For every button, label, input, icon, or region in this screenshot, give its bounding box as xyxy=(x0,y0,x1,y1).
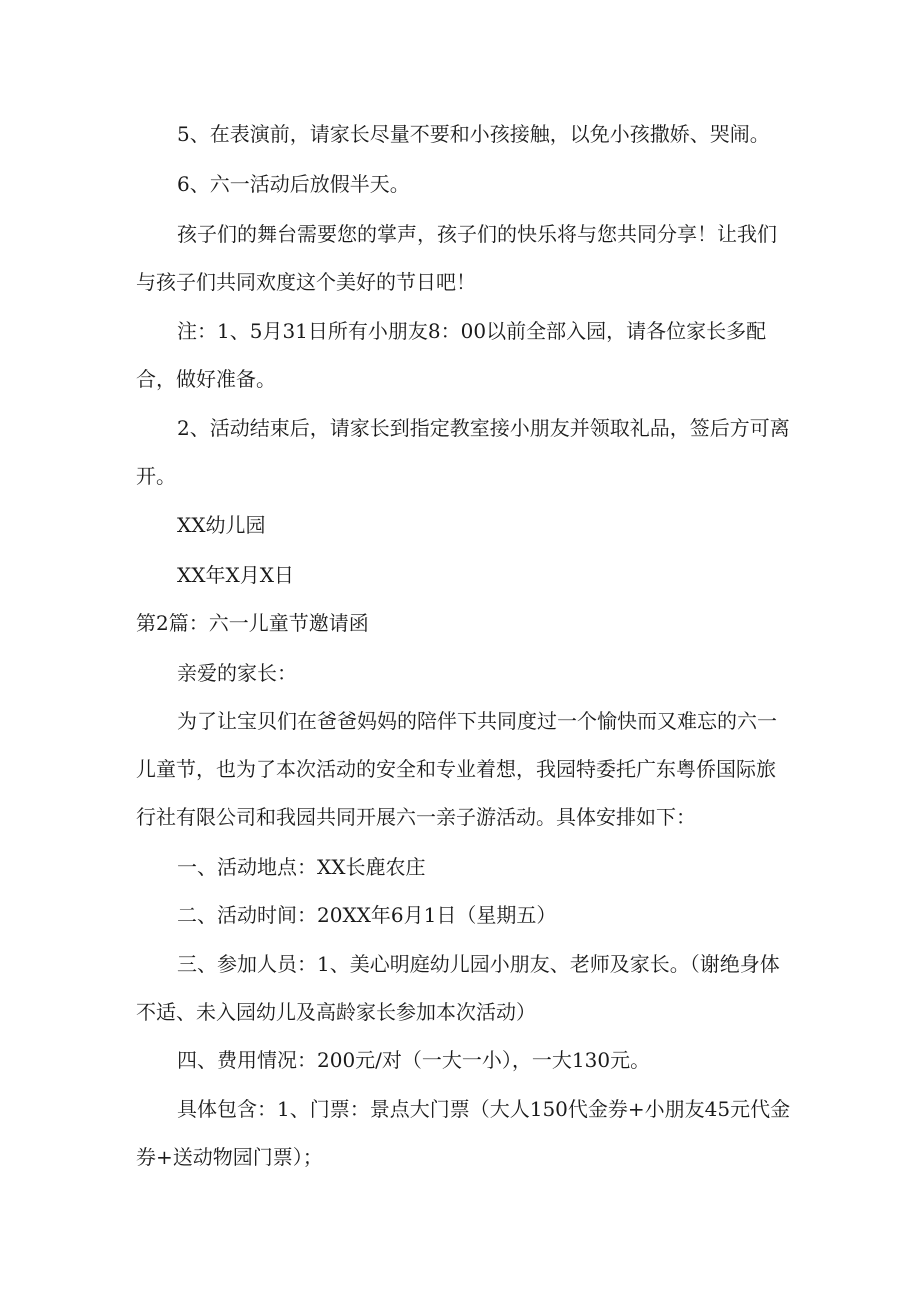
paragraph-fee: 四、费用情况：200元/对（一大一小），一大130元。 xyxy=(177,1048,651,1072)
paragraph-intro: 为了让宝贝们在爸爸妈妈的陪伴下共同度过一个愉快而又难忘的六一儿童节，也为了本次活动的安全和专业着想，我园特委托广东粤侨国际旅行社有限公司和我园共同开展六一亲子游活动。具体安排如下： xyxy=(136,709,777,829)
paragraph-closing: 孩子们的舞台需要您的掌声，孩子们的快乐将与您共同分享！让我们与孩子们共同欢度这个美好的节日吧！ xyxy=(136,222,777,294)
paragraph-item-6: 6、六一活动后放假半天。 xyxy=(177,172,410,196)
paragraph-location: 一、活动地点：XX长鹿农庄 xyxy=(177,855,426,879)
signature-date: XX年X月X日 xyxy=(177,563,294,587)
section-heading: 第2篇：六一儿童节邀请函 xyxy=(136,611,369,635)
paragraph-includes: 具体包含：1、门票：景点大门票（大人150代金券+小朋友45元代金券+送动物园门票）； xyxy=(136,1097,791,1169)
paragraph-note-1: 注：1、5月31日所有小朋友8：00以前全部入园，请各位家长多配合，做好准备。 xyxy=(136,319,767,391)
paragraph-note-2: 2、活动结束后，请家长到指定教室接小朋友并领取礼品，签后方可离开。 xyxy=(136,416,790,488)
paragraph-participants: 三、参加人员：1、美心明庭幼儿园小朋友、老师及家长。（谢绝身体不适、未入园幼儿及高龄家长参加本次活动） xyxy=(136,952,780,1024)
paragraph-time: 二、活动时间：20XX年6月1日（星期五） xyxy=(177,903,557,927)
paragraph-item-5: 5、在表演前，请家长尽量不要和小孩接触，以免小孩撒娇、哭闹。 xyxy=(177,122,770,146)
signature-org: XX幼儿园 xyxy=(177,513,266,537)
salutation: 亲爱的家长： xyxy=(177,661,297,685)
